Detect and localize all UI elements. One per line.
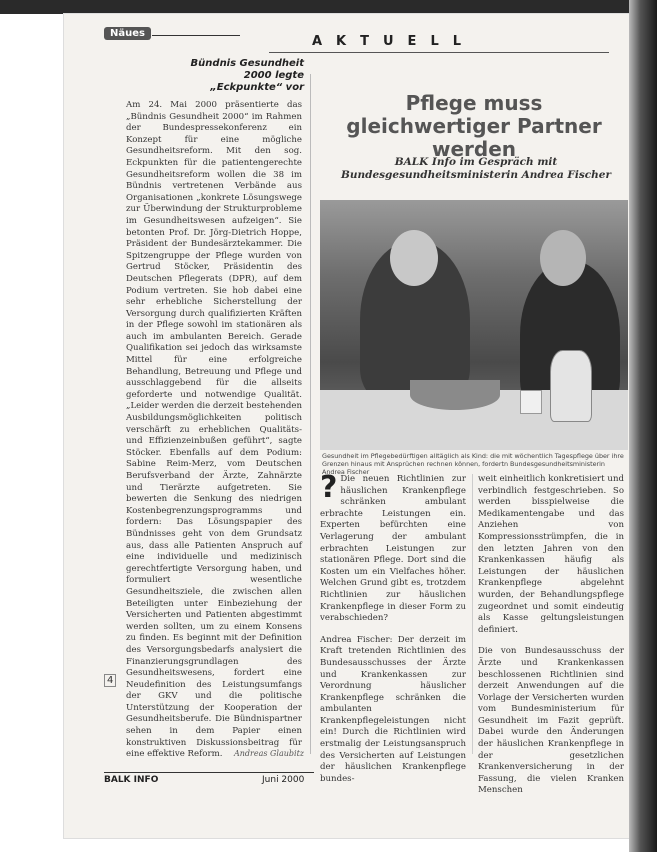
photo-bowl <box>410 380 500 410</box>
dropcap: ? <box>320 470 338 505</box>
scan-shadow-top <box>0 0 657 14</box>
photo-cup <box>520 390 542 414</box>
article-paragraph: weit einheitlich konkretisiert und verbindlich festgeschrieben. So werden bisspielweise die Medikamentengabe und das Anziehen von Kompressionsstrümpfen, die in den letzten Jahren von den Krankenkassen häufig als Leistungen der häuslichen Krankenpflege abgelehnt wurden, der Behandlungspflege zugeordnet und somit eindeutig als Kasse geltungsleistungen definiert. <box>478 474 624 635</box>
left-article-author: Andreas Glaubitz <box>233 749 304 758</box>
section-badge: Näues <box>104 27 151 40</box>
magazine-page <box>64 14 634 838</box>
column-divider-2 <box>472 474 473 754</box>
footer-date: Juni 2000 <box>262 775 305 785</box>
section-title: AKTUELL <box>312 34 476 49</box>
photo-caption: Gesundheit im Pflegebedürftigen alltäglich als Kind: die mit wöchentlich Tagespflege über ihre Grenzen hinaus mit Ansprüchen rechnen können, fordertn Bundesgesundheitsministerin Andrea Fischer <box>322 452 624 476</box>
article-photo <box>320 200 628 450</box>
article-column-1 <box>320 470 466 795</box>
left-article-body <box>126 100 302 761</box>
article-column-2 <box>478 474 624 807</box>
footer-rule <box>104 772 314 773</box>
left-article-paragraph: Am 24. Mai 2000 präsentierte das „Bündnis Gesundheit 2000“ im Rahmen der Bundespressekonferenz ein Konzept für eine mögliche Gesundheitsreform. Mit den sog. Eckpunkten für die patientengerechte Gesundheitsreform wollen die 38 im Bündnis vertretenen Verbände aus Organisationen „konkrete Lösungswege zur Überwindung der Strukturprobleme im Gesundheitswesen aufzeigen“. Sie betonten Prof. Dr. Jörg-Dietrich Hoppe, Präsident der Bundesärztekammer. Die Spitzengruppe der Pflege wurden von Gertrud Stöcker, Präsidentin des Deutschen Pflegerats (DPR), auf dem Podium vertreten. Sie hob dabei eine sehr erhebliche Sicherstellung der Versorgung durch qualifizierten Kräften in der Pflege sowohl im stationären als auch im ambulanten Bereich. Gerade Qualifikation sei jedoch das wirksamste Mittel für eine erfolgreiche Behandlung, Betreuung und Pflege und ausschlaggebend für die allseits geforderte und notwendige Qualität. „Leider werden die derzeit bestehenden Ausbildungsmöglichkeiten politisch verschärft zu erheblichen Qualitäts- und Effizienzeinbußen geführt“, sagte Stöcker. Ebenfalls auf dem Podium: Sabine Reim-Merz, vom Deutschen Berufsverband der Ärzte, Zahnärzte und Tierärzte aufgetreten. Sie bewerten die Senkung des niedrigen Kostenbegrenzungsprogramms und fordern: Das Lösungspapier des Bündnisses geht von dem Grundsatz aus, dass alle Patienten Anspruch auf eine individuelle und medizinisch gerechtfertigte Versorgung haben, und formuliert wesentliche Gesundheitsziele, die zwischen allen Beteiligten unter Einbeziehung der Versicherten und Patienten abgestimmt werden sollten, um zu einem Konsens zu finden. Es beginnt mit der Definition des Versorgungsbedarfs analysiert die Finanzierungsgrundlagen des Gesundheitswesens, fordert eine Neudefinition des Leistungsumfangs der GKV und die politische Unterstützung der Kooperation der Gesundheitsberufe. Die Bündnispartner sehen in dem Papier einen konstruktiven Diskussionsbeitrag für eine effektive Reform. <box>126 100 302 760</box>
photo-head-left <box>390 230 438 286</box>
page-number: 4 <box>104 674 116 687</box>
photo-head-right <box>540 230 586 286</box>
article-title: Pflege muss gleichwertiger Partner werden <box>346 91 602 161</box>
scan-margin-left <box>0 0 64 852</box>
article-paragraph: Andrea Fischer: Der derzeit im Kraft tretenden Richtlinien des Bundesausschusses der Ärzte und Krankenkassen zur Verordnung häuslicher Krankenpflege schränken die ambulanten Krankenpflegeleistungen nicht ein! Durch die Richtlinien wird erstmalig der Leistungsanspruch des Versicherten auf Leistungen der häuslichen Krankenpflege bundes- <box>320 634 466 784</box>
article-subtitle: BALK Info im Gespräch mit Bundesgesundheitsministerin Andrea Fischer <box>340 156 612 181</box>
question-text: Die neuen Richtlinien zur häuslichen Krankenpflege schränken ambulant erbrachte Leistungen ein. Experten befürchten eine Verlagerung der ambulant erbrachten Leistungen zur stationären Pflege. Dort sind die Kosten um ein Vielfaches höher. Welchen Grund gibt es, trotzdem Richtlinien zur häuslichen Krankenpflege in dieser Form zu verabschieden? <box>320 474 466 624</box>
header-rule <box>152 35 240 36</box>
left-article-headline: Bündnis Gesundheit 2000 legte „Eckpunkte“ vor <box>190 58 304 93</box>
header-rule-main <box>269 52 609 53</box>
column-divider <box>310 74 311 754</box>
article-question <box>320 470 466 625</box>
article-paragraph: Die von Bundesausschuss der Ärzte und Krankenkassen beschlossenen Richtlinien sind derzeit Anwendungen auf die Vorlage der Versicherten wurden vom Bundesministerium für Gesundheit im Fazit geprüft. Dabei wurde den Änderungen der häuslichen Krankenpflege in der gesetzlichen Krankenversicherung in der Fassung, die vielen Kranken Menschen <box>478 646 624 796</box>
photo-teapot <box>550 350 592 422</box>
footer-brand: BALK INFO <box>104 775 159 785</box>
scan-shadow-right <box>629 0 657 852</box>
